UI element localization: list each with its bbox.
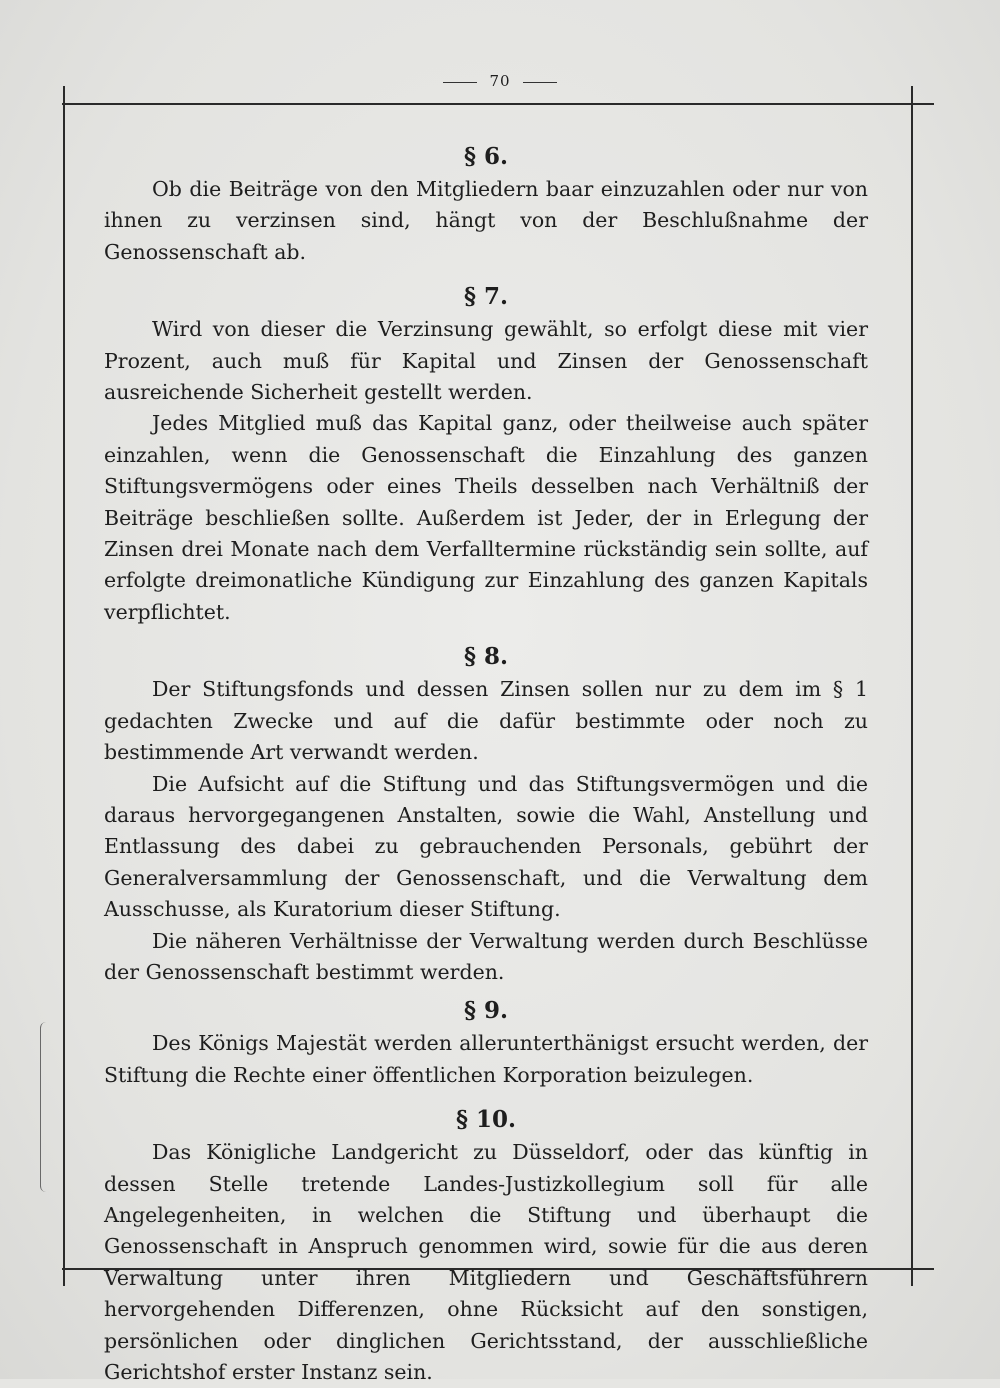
section-9 — [104, 994, 868, 1091]
paragraph: Ob die Beiträge von den Mitgliedern baar einzuzahlen oder nur von ihnen zu verzinsen sind, hängt von der Beschlußnahme der Genossenschaft ab. — [104, 177, 868, 264]
section-heading: § 10. — [455, 1106, 517, 1134]
section-6 — [104, 140, 868, 268]
frame-top-rule — [62, 103, 934, 105]
section-10 — [104, 1103, 868, 1388]
section-heading: § 8. — [463, 643, 509, 671]
frame-right-rule — [911, 86, 913, 1286]
frame-left-rule — [63, 86, 65, 1286]
page-body — [104, 140, 868, 1388]
page-header — [0, 72, 1000, 90]
margin-pencil-mark — [40, 1022, 51, 1192]
paragraph: Die näheren Verhältnisse der Verwaltung werden durch Beschlüsse der Genossenschaft bestimmt werden. — [104, 928, 868, 984]
header-dash-right — [523, 82, 557, 83]
section-heading: § 6. — [463, 143, 509, 170]
paragraph: Des Königs Majestät werden allerunterthänigst ersucht werden, der Stiftung die Rechte einer öffentlichen Korporation beizulegen. — [104, 1031, 868, 1087]
header-dash-left — [443, 82, 477, 83]
paragraph: Wird von dieser die Verzinsung gewählt, so erfolgt diese mit vier Prozent, auch muß für Kapital und Zinsen der Genossenschaft ausreichende Sicherheit gestellt werden. — [104, 317, 868, 405]
section-heading: § 7. — [463, 283, 509, 311]
section-heading: § 9. — [463, 997, 509, 1025]
paragraph: Die Aufsicht auf die Stiftung und das Stiftungsvermögen und die daraus hervorgegangenen Anstalten, sowie die Wahl, Anstellung und Entlassung des dabei zu gebrauchenden Personals, gebührt der Generalversammlung der Genossenschaft, und die Verwaltung dem Ausschusse, als Kuratorium dieser Stiftung. — [104, 771, 868, 922]
paragraph: Das Königliche Landgericht zu Düsseldorf, oder das künftig in dessen Stelle tretende Landes-Justizkollegium soll für alle Angelegenheiten, in welchen die Stiftung und überhaupt die Genossenschaft in Anspruch genommen wird, sowie für die aus deren Verwaltung unter ihren Mitgliedern und Geschäftsführern hervorgehenden Differenzen, ohne Rücksicht auf den sonstigen, persönlichen oder dinglichen Gerichtsstand, der ausschließliche Gerichtshof erster Instanz sein. — [104, 1140, 868, 1384]
paragraph: Jedes Mitglied muß das Kapital ganz, oder theilweise auch später einzahlen, wenn die Genossenschaft die Einzahlung des ganzen Stiftungsvermögens oder eines Theils desselben nach Verhältniß der Beiträge beschließen sollte. Außerdem ist Jeder, der in Erlegung der Zinsen drei Monate nach dem Verfalltermine rückständig sein sollte, auf erfolgte dreimonatliche Kündigung zur Einzahlung des ganzen Kapitals verpflichtet. — [104, 411, 868, 624]
section-7 — [104, 280, 868, 628]
section-8 — [104, 640, 868, 988]
page-number: 70 — [489, 72, 511, 90]
paragraph: Der Stiftungsfonds und dessen Zinsen sollen nur zu dem im § 1 gedachten Zwecke und auf die dafür bestimmte oder noch zu bestimmende Art verwandt werden. — [104, 677, 868, 765]
